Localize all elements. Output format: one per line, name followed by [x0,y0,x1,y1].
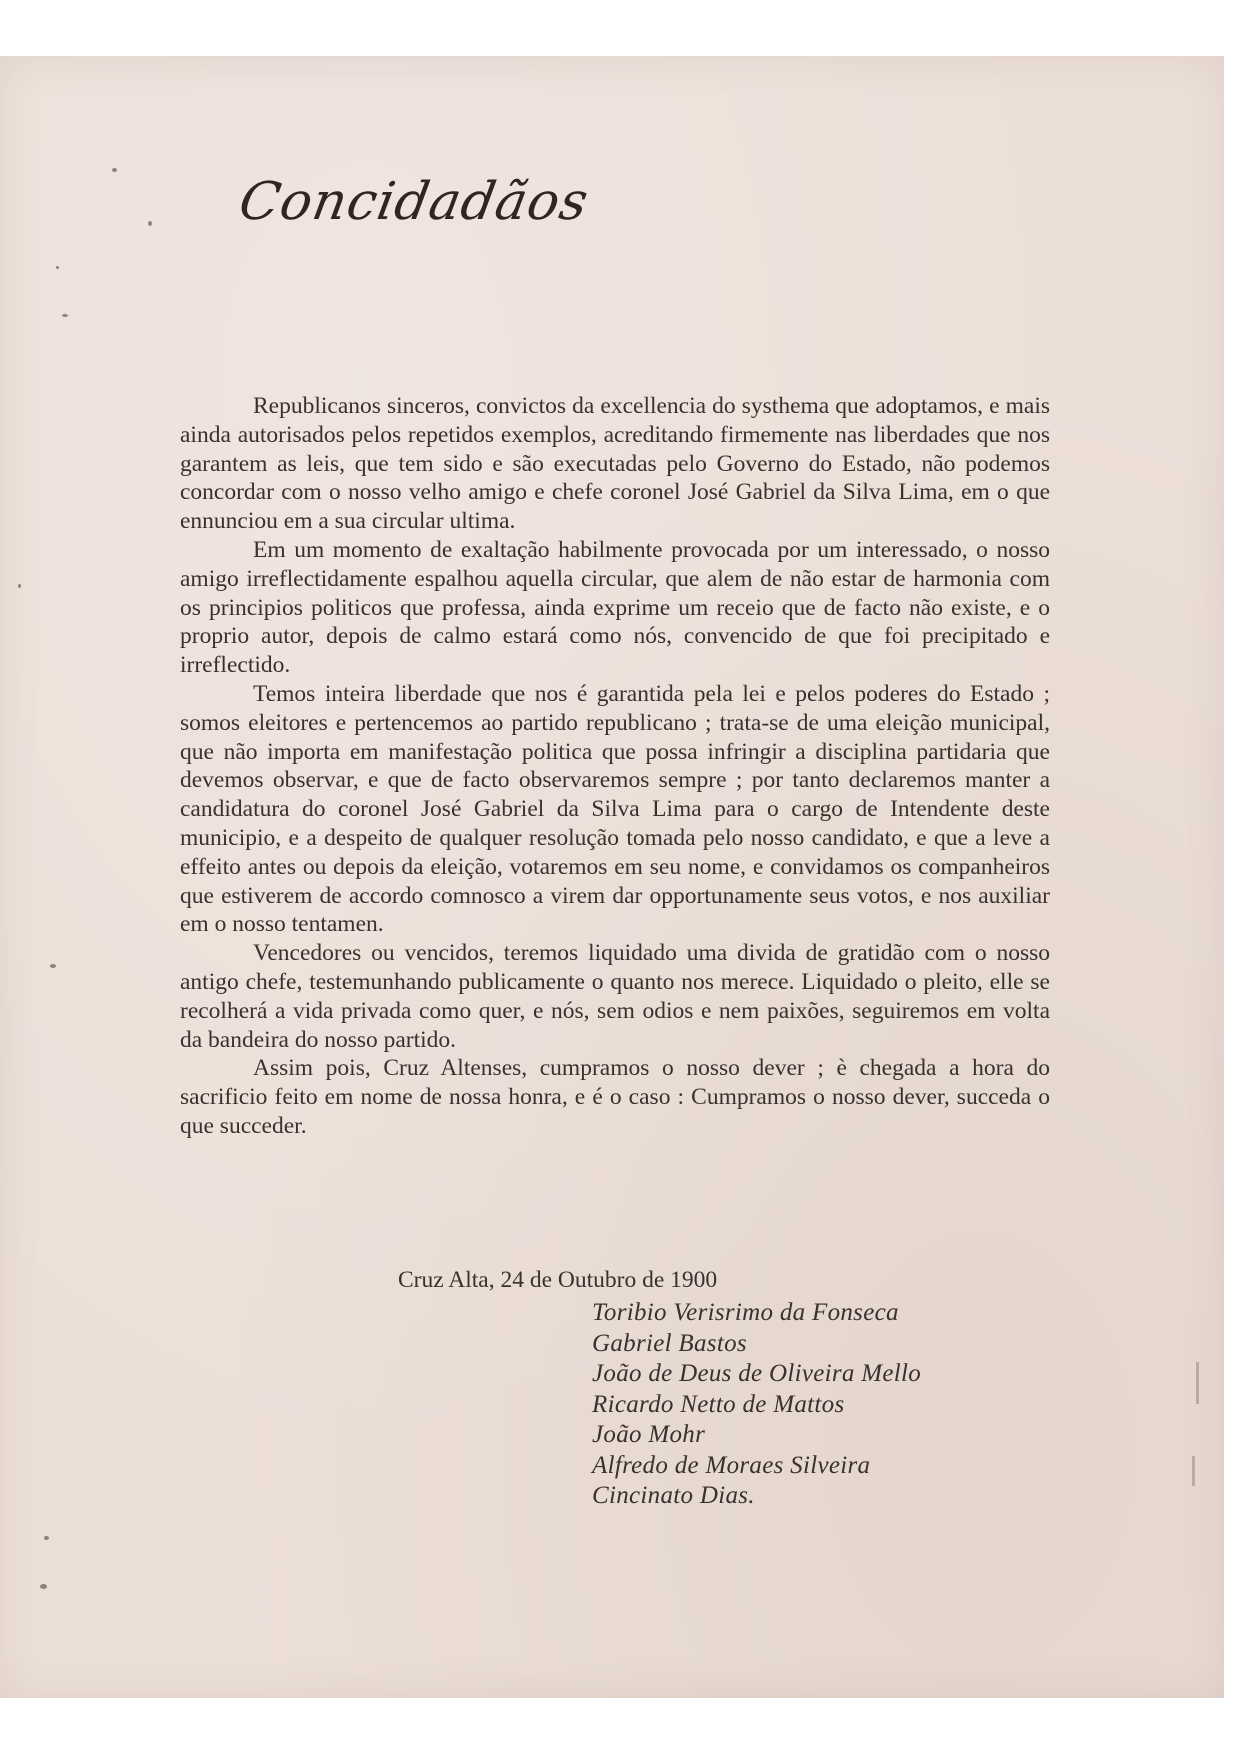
paragraph-4: Vencedores ou vencidos, teremos liquidado uma divida de gratidão com o nosso antigo chefe, testemunhando publicamente o quanto nos merece. Liquidado o pleito, elle se recolherá a vida privada como quer, e nós, sem odios e nem paixões, seguiremos em volta da bandeira do nosso partido. [180,940,1050,1053]
signatory-name: Toribio Verisrimo da Fonseca [592,1299,899,1326]
document-body [180,392,1050,1141]
paper-speck [62,314,68,317]
paper-speck [40,1584,47,1589]
dateline: Cruz Alta, 24 de Outubro de 1900 [398,1267,718,1293]
paragraph-5: Assim pois, Cruz Altenses, cumpramos o nosso dever ; è chegada a hora do sacrificio feito em nome de nossa honra, e é o caso : Cumpramos o nosso dever, succeda o que succeder. [180,1055,1050,1139]
signatory-name: Alfredo de Moraes Silveira [592,1451,871,1479]
paper-edge-mark [1192,1456,1195,1486]
paragraph-3: Temos inteira liberdade que nos é garantida pela lei e pelos poderes do Estado ; somos eleitores e pertencemos ao partido republicano ; trata-se de uma eleição municipal, que não importa em manifestação politica que possa infringir a disciplina partidaria que devemos observar, e que de facto observaremos sempre ; por tanto declaremos manter a candidatura do coronel José Gabriel da Silva Lima para o cargo de Intendente deste municipio, e a despeito de qualquer resolução tomada pelo nosso candidato, e que a leve a effeito antes ou depois da eleição, votaremos em seu nome, e convidamos os companheiros que estiverem de accordo comnosco a virem dar opportunamente seus votos, e nos auxiliar em o nosso tentamen. [180,680,1050,938]
paper-speck [50,964,56,968]
paper-speck [112,168,117,172]
paper-speck [18,584,21,588]
document-heading: Concidadãos [234,172,594,232]
signatory-name: João de Deus de Oliveira Mello [592,1360,922,1387]
signatory-name: Ricardo Netto de Mattos [592,1390,845,1418]
paragraph-2: Em um momento de exaltação habilmente provocada por um interessado, o nosso amigo irreflectidamente espalhou aquella circular, que alem de não estar de harmonia com os principios politicos que professa, ainda exprime um receio que de facto não existe, e o proprio autor, depois de calmo estará como nós, convencido de que foi precipitado e irreflectido. [180,536,1050,679]
paragraph-1: Republicanos sinceros, convictos da excellencia do systhema que adoptamos, e mais ainda autorisados pelos repetidos exemplos, acreditando firmemente nas liberdades que nos garantem as leis, que tem sido e são executadas pelo Governo do Estado, não podemos concordar com o nosso velho amigo e chefe coronel José Gabriel da Silva Lima, em o que ennunciou em a sua circular ultima. [180,393,1050,535]
paper-edge-mark [1196,1362,1199,1404]
paper-speck [44,1536,49,1540]
signatory-name: João Mohr [592,1421,706,1448]
signatory-list [592,1298,921,1512]
paper-speck [148,221,152,226]
signatory-name: Gabriel Bastos [592,1329,747,1357]
signatory-name: Cincinato Dias. [592,1482,755,1509]
paper-speck [56,266,59,269]
